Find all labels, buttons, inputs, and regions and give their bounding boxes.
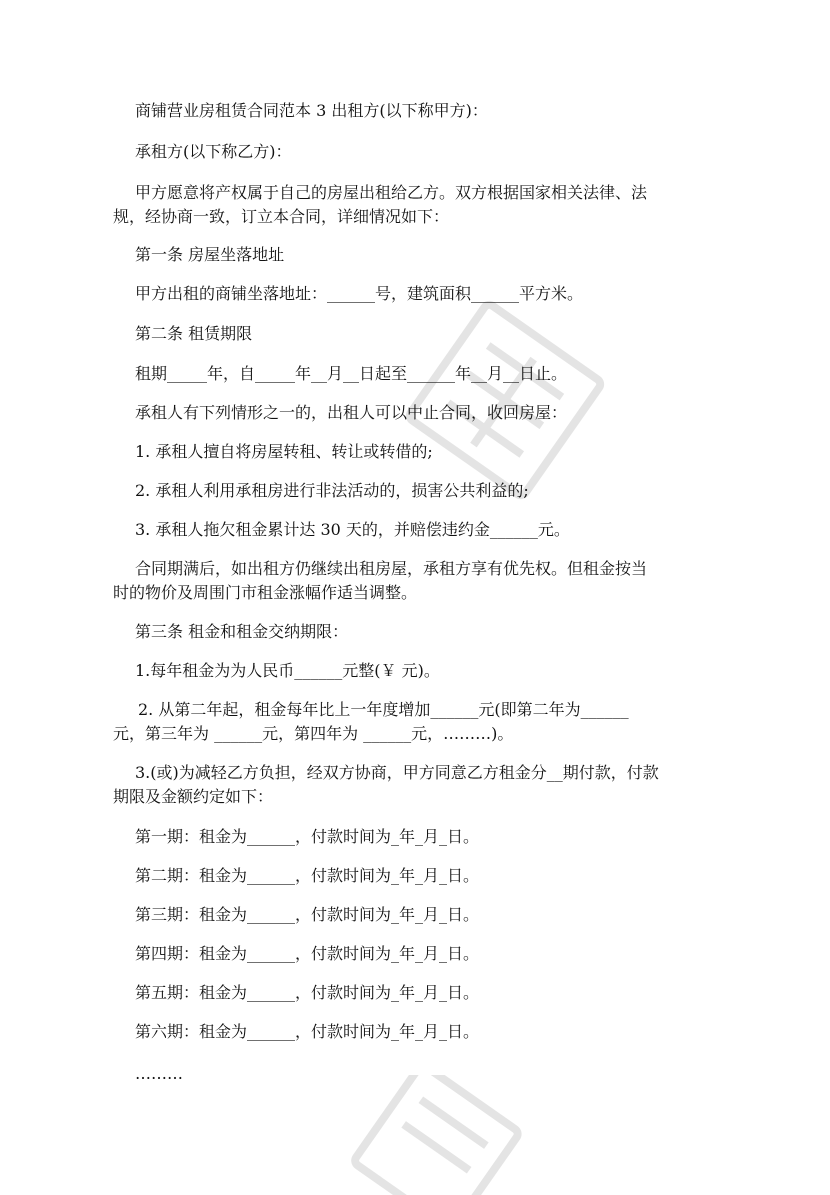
doc-line-installment-2: 期限及金额约定如下： <box>113 787 274 806</box>
doc-line-termination: 承租人有下列情形之一的，出租人可以中止合同，收回房屋： <box>135 403 568 422</box>
doc-line-rent-annual: 1.每年租金为为人民币______元整(￥ 元)。 <box>135 661 440 680</box>
doc-line-clause-1: 1. 承租人擅自将房屋转租、转让或转借的; <box>135 442 433 461</box>
doc-line-installment-1: 3.(或)为减轻乙方负担，经双方协商，甲方同意乙方租金分__期付款，付款 <box>135 763 659 782</box>
doc-line-renewal-2: 时的物价及周围门市租金涨幅作适当调整。 <box>113 583 418 602</box>
doc-line-term: 租期_____年，自_____年__月__日起至______年__月__日止。 <box>135 364 568 383</box>
doc-line-ellipsis: ……… <box>135 1064 183 1083</box>
doc-line-period-6: 第六期：租金为______，付款时间为_年_月_日。 <box>135 1022 480 1041</box>
doc-line-address: 甲方出租的商铺坐落地址：______号，建筑面积______平方米。 <box>135 284 584 303</box>
doc-line-period-2: 第二期：租金为______，付款时间为_年_月_日。 <box>135 866 480 885</box>
doc-line-renewal-1: 合同期满后，如出租方仍继续出租房屋，承租方享有优先权。但租金按当 <box>135 559 648 578</box>
doc-line-article-1: 第一条 房屋坐落地址 <box>135 245 285 264</box>
doc-line-article-2: 第二条 租赁期限 <box>135 324 253 343</box>
doc-line-period-1: 第一期：租金为______，付款时间为_年_月_日。 <box>135 827 480 846</box>
doc-line-intro-2: 规，经协商一致，订立本合同，详细情况如下： <box>113 207 450 226</box>
doc-line-rent-increase-1: 2. 从第二年起，租金每年比上一年度增加______元(即第二年为______ <box>138 700 629 719</box>
doc-line-lessee: 承租方(以下称乙方)： <box>135 142 292 161</box>
watermark-icon <box>340 1075 550 1195</box>
doc-line-period-4: 第四期：租金为______，付款时间为_年_月_日。 <box>135 944 480 963</box>
doc-line-rent-increase-2: 元，第三年为 ______元，第四年为 ______元，………)。 <box>113 724 514 743</box>
doc-line-intro-1: 甲方愿意将产权属于自己的房屋出租给乙方。双方根据国家相关法律、法 <box>135 183 648 202</box>
doc-line-clause-3: 3. 承租人拖欠租金累计达 30 天的，并赔偿违约金______元。 <box>135 520 570 539</box>
doc-line-period-3: 第三期：租金为______，付款时间为_年_月_日。 <box>135 905 480 924</box>
doc-line-title: 商铺营业房租赁合同范本 3 出租方(以下称甲方)： <box>135 101 488 120</box>
doc-line-article-3: 第三条 租金和租金交纳期限： <box>135 622 349 641</box>
doc-line-period-5: 第五期：租金为______，付款时间为_年_月_日。 <box>135 983 480 1002</box>
doc-line-clause-2: 2. 承租人利用承租房进行非法活动的，损害公共利益的; <box>135 481 529 500</box>
